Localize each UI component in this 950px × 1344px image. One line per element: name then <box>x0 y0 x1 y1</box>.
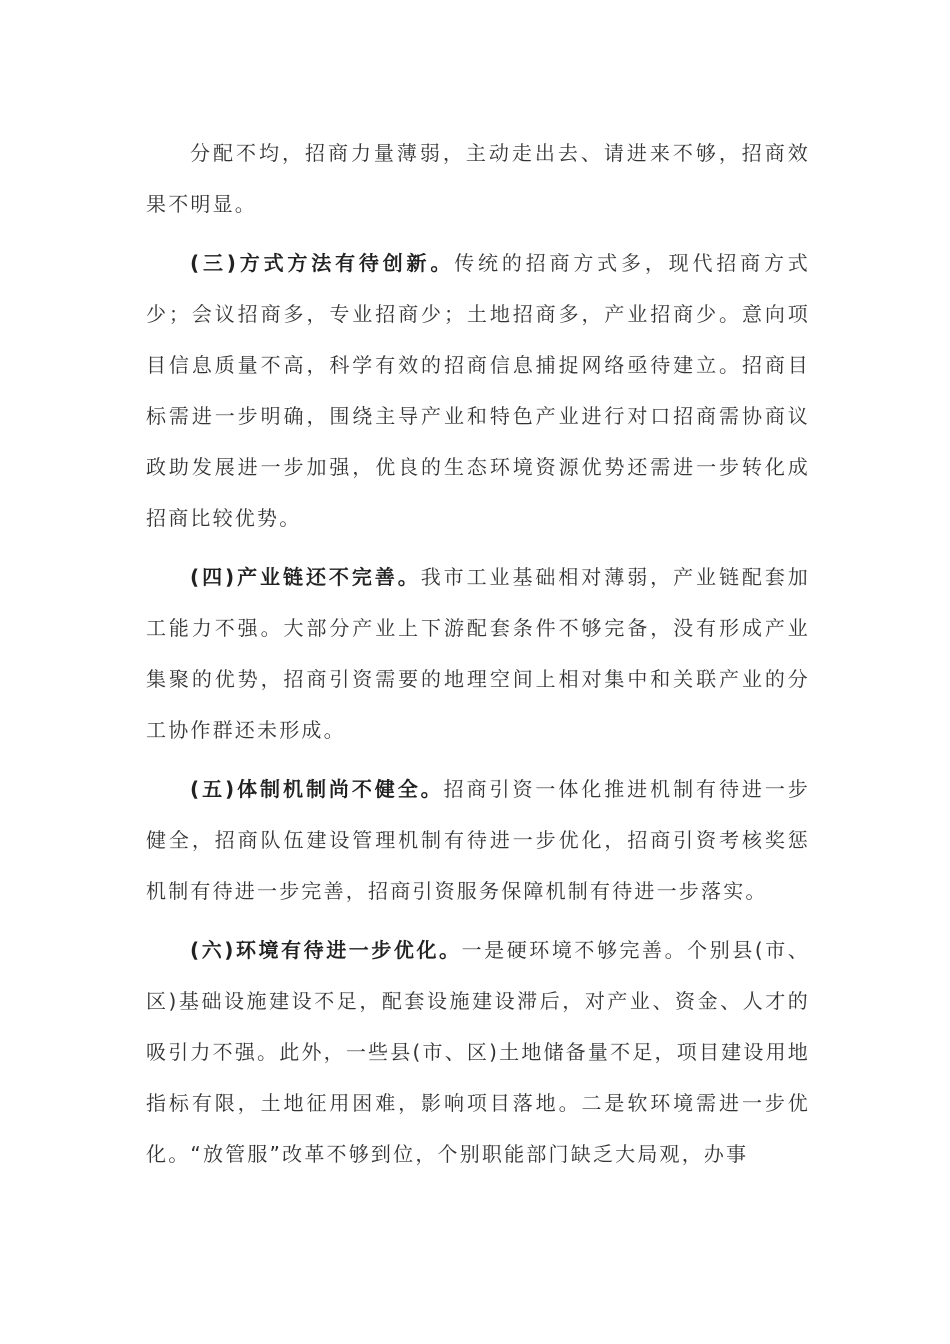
paragraph-body: 我市工业基础相对薄弱，产业链配套加工能力不强。大部分产业上下游配套条件不够完备，没有形成产业集聚的优势，招商引资需要的地理空间上相对集中和关联产业的分工协作群还未形成。 <box>146 565 811 742</box>
paragraph-body: 招商引资一体化推进机制有待进一步健全，招商队伍建设管理机制有待进一步优化，招商引资考核奖惩机制有待进一步完善，招商引资服务保障机制有待进一步落实。 <box>146 777 810 903</box>
paragraph-section-4 <box>146 552 810 756</box>
section-heading: (六)环境有待进一步优化。 <box>190 938 462 962</box>
paragraph-section-3 <box>146 238 810 544</box>
paragraph-section-6 <box>146 925 810 1180</box>
paragraph-body: 分配不均，招商力量薄弱，主动走出去、请进来不够，招商效果不明显。 <box>146 141 810 216</box>
section-heading: (五)体制机制尚不健全。 <box>190 777 444 801</box>
section-heading: (四)产业链还不完善。 <box>190 565 421 589</box>
paragraph-body: 一是硬环境不够完善。个别县(市、区)基础设施建设不足，配套设施建设滞后，对产业、资金、人才的吸引力不强。此外，一些县(市、区)土地储备量不足，项目建设用地指标有限，土地征用困难，影响项目落地。二是软环境需进一步优化。“放管服”改革不够到位，个别职能部门缺乏大局观，办事 <box>146 938 810 1166</box>
paragraph-continued <box>146 128 810 230</box>
document-body <box>146 128 810 1180</box>
paragraph-section-5 <box>146 764 810 917</box>
section-heading: (三)方式方法有待创新。 <box>190 251 455 275</box>
paragraph-body: 传统的招商方式多，现代招商方式少；会议招商多，专业招商少；土地招商多，产业招商少。意向项目信息质量不高，科学有效的招商信息捕捉网络亟待建立。招商目标需进一步明确，围绕主导产业和特色产业进行对口招商需协商议政助发展进一步加强，优良的生态环境资源优势还需进一步转化成招商比较优势。 <box>146 251 811 530</box>
